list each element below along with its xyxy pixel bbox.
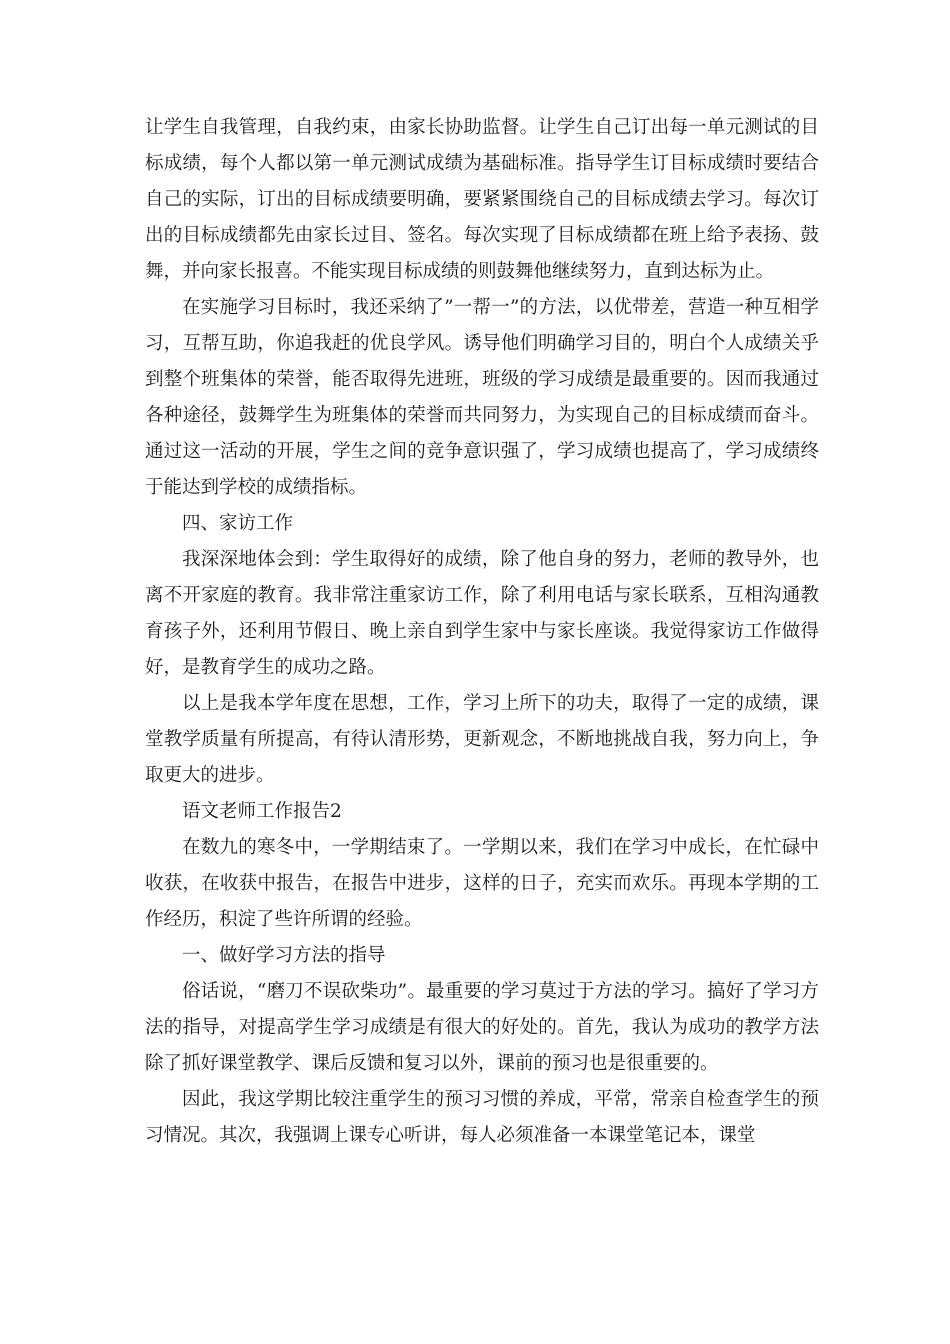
paragraph-preview-habits: 因此，我这学期比较注重学生的预习习惯的养成，平常，常亲自检查学生的预习情况。其次，我强调上课专心听讲，每人必须准备一本课堂笔记本，课堂 [145,1089,819,1146]
paragraph-home-visits: 我深深地体会到：学生取得好的成绩，除了他自身的努力，老师的教导外，也离不开家庭的教育。我非常注重家访工作，除了利用电话与家长联系，互相沟通教育孩子外，还利用节假日、晚上亲自到学生家中与家长座谈。我觉得家访工作做得好，是教育学生的成功之路。 [145,549,819,678]
section-heading-home-visits: 四、家访工作 [182,513,294,534]
paragraph-summary: 以上是我本学年度在思想，工作，学习上所下的功夫，取得了一定的成绩，课堂教学质量有所提高，有待认清形势，更新观念，不断地挑战自我，努力向上，争取更大的进步。 [145,693,819,786]
paragraph-one-help-one: 在实施学习目标时，我还采纳了”一帮一”的方法，以优带差，营造一种互相学习，互帮互助，你追我赶的优良学风。诱导他们明确学习目的，明白个人成绩关乎到整个班集体的荣誉，能否取得先进班，班级的学习成绩是最重要的。因而我通过各种途径，鼓舞学生为班集体的荣誉而共同努力，为实现自己的目标成绩而奋斗。通过这一活动的开展，学生之间的竞争意识强了，学习成绩也提高了，学习成绩终于能达到学校的成绩指标。 [145,297,819,498]
report-title-2: 语文老师工作报告2 [182,801,342,822]
document-body [145,110,819,1154]
paragraph-intro: 在数九的寒冬中，一学期结束了。一学期以来，我们在学习中成长，在忙碌中收获，在收获中报告，在报告中进步，这样的日子，充实而欢乐。再现本学期的工作经历，积淀了些许所谓的经验。 [145,837,819,930]
section-heading-study-methods: 一、做好学习方法的指导 [182,945,386,966]
paragraph-continued: 让学生自我管理，自我约束，由家长协助监督。让学生自己订出每一单元测试的目标成绩，每个人都以第一单元测试成绩为基础标准。指导学生订目标成绩时要结合自己的实际，订出的目标成绩要明确，要紧紧围绕自己的目标成绩去学习。每次订出的目标成绩都先由家长过目、签名。每次实现了目标成绩都在班上给予表扬、鼓舞，并向家长报喜。不能实现目标成绩的则鼓舞他继续努力，直到达标为止。 [145,117,819,282]
paragraph-study-methods: 俗话说，“磨刀不误砍柴功”。最重要的学习莫过于方法的学习。搞好了学习方法的指导，对提高学生学习成绩是有很大的好处的。首先，我认为成功的教学方法除了抓好课堂教学、课后反馈和复习以外，课前的预习也是很重要的。 [145,981,819,1074]
